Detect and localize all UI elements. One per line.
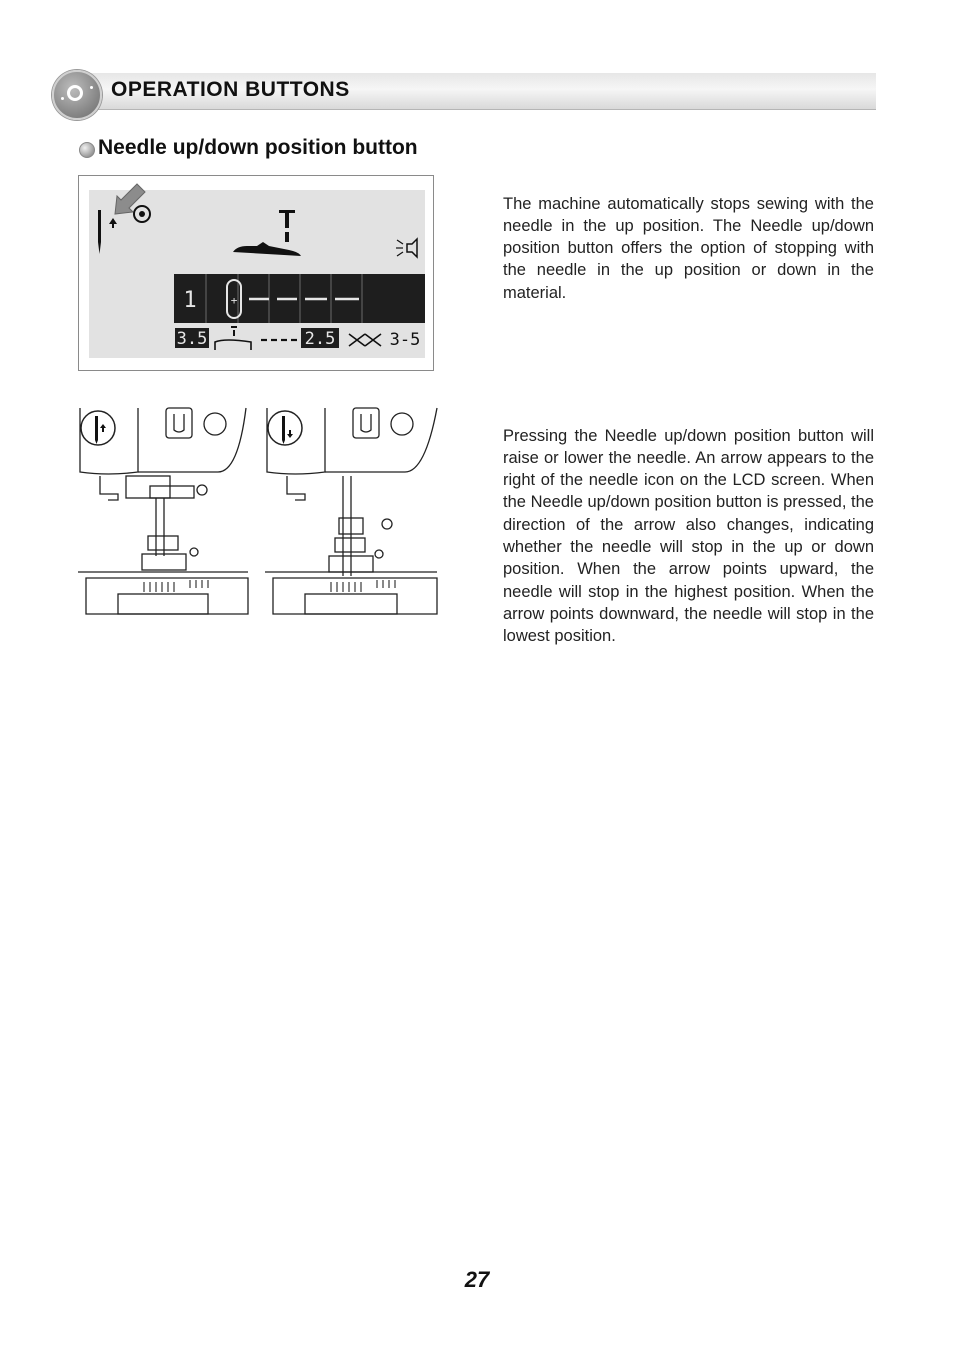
section-title: Needle up/down position button <box>98 136 418 159</box>
feed-dog-lines-2 <box>331 580 395 592</box>
pattern-number: 1 <box>183 288 197 313</box>
lcd-illustration <box>78 175 434 371</box>
needle-up-illustration <box>78 406 250 623</box>
detail-paragraph: Pressing the Needle up/down position button will raise or lower the needle. An arrow appears to the right of the needle icon on the LCD screen. When the Needle up/down position button is pressed, the direction of the arrow also changes, indicating whether the needle will stop in the up or down position. When the arrow points upward, the needle will stop in the highest position. When the arrow points downward, the needle will stop in the lowest position. <box>503 426 874 646</box>
feed-dog-lines <box>144 580 208 592</box>
page-number: 27 <box>464 1267 490 1292</box>
width-value: 3.5 <box>176 329 208 349</box>
section-bullet-icon <box>79 142 95 158</box>
needle-down-machine-svg <box>265 406 439 618</box>
header-title: OPERATION BUTTONS <box>111 78 350 101</box>
needle-up-machine-svg <box>78 406 250 618</box>
circle-badge-icon <box>52 70 102 120</box>
needle-up-badge-icon <box>81 411 115 445</box>
needle-down-badge-icon <box>268 411 302 445</box>
svg-text:+: + <box>230 294 238 307</box>
intro-paragraph: The machine automatically stops sewing with the needle in the up position. The Needle up/down position button offers the option of stopping with the needle in the up position or down in the material. <box>503 194 874 302</box>
tension-range: 3-5 <box>389 330 421 350</box>
lcd-screen-svg <box>79 176 433 370</box>
needle-down-illustration <box>265 406 439 623</box>
length-value: 2.5 <box>304 329 336 349</box>
